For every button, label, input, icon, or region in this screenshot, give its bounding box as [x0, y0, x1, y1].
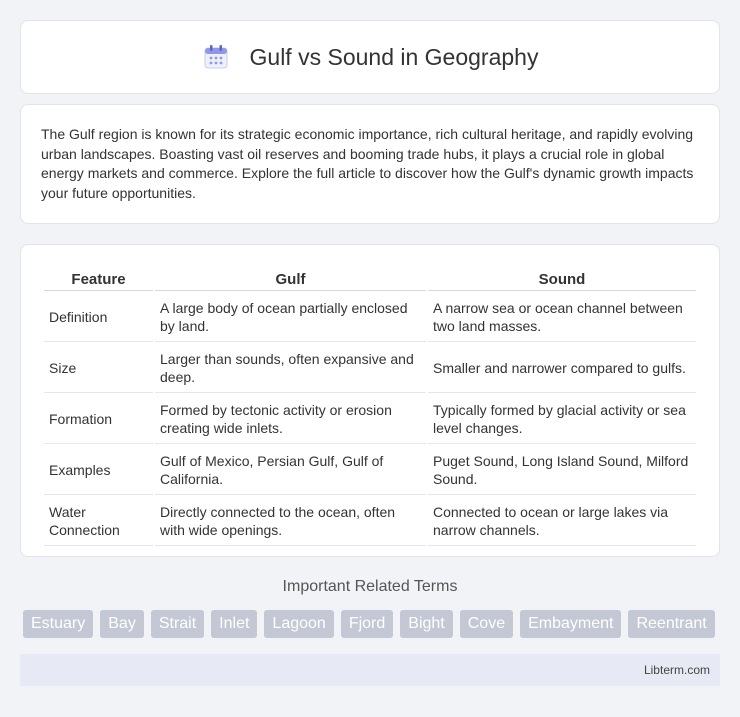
- row-feature: Formation: [44, 395, 153, 444]
- tag-bight[interactable]: Bight: [400, 610, 452, 638]
- header-feature: Feature: [44, 267, 153, 291]
- header-gulf: Gulf: [155, 267, 426, 291]
- intro-card: [20, 104, 720, 224]
- row-gulf: Formed by tectonic activity or erosion creating wide inlets.: [155, 395, 426, 444]
- row-gulf: Directly connected to the ocean, often with wide openings.: [155, 497, 426, 546]
- tag-fjord[interactable]: Fjord: [341, 610, 393, 638]
- row-gulf: Larger than sounds, often expansive and deep.: [155, 344, 426, 393]
- tag-reentrant[interactable]: Reentrant: [628, 610, 714, 638]
- tag-estuary[interactable]: Estuary: [23, 610, 93, 638]
- tag-inlet[interactable]: Inlet: [211, 610, 257, 638]
- tag-strait[interactable]: Strait: [151, 610, 204, 638]
- tag-embayment[interactable]: Embayment: [520, 610, 621, 638]
- related-terms-title: Important Related Terms: [282, 578, 458, 595]
- row-sound: A narrow sea or ocean channel between two land masses.: [428, 293, 696, 342]
- row-feature: Size: [44, 344, 153, 393]
- table-header-row: [44, 267, 696, 291]
- header-sound: Sound: [428, 267, 696, 291]
- row-sound: Connected to ocean or large lakes via narrow channels.: [428, 497, 696, 546]
- comparison-table: [42, 265, 698, 548]
- table-row: [44, 497, 696, 546]
- row-feature: Examples: [44, 446, 153, 495]
- table-row: [44, 446, 696, 495]
- footer: [20, 654, 720, 686]
- row-feature: Definition: [44, 293, 153, 342]
- footer-site-link[interactable]: Libterm.com: [643, 663, 710, 677]
- row-sound: Smaller and narrower compared to gulfs.: [428, 344, 696, 393]
- page-title: Gulf vs Sound in Geography: [249, 43, 539, 70]
- title-wrap: [202, 43, 539, 71]
- row-sound: Puget Sound, Long Island Sound, Milford Sound.: [428, 446, 696, 495]
- table-row: [44, 344, 696, 393]
- tag-bay[interactable]: Bay: [100, 610, 144, 638]
- tag-cove[interactable]: Cove: [460, 610, 513, 638]
- table-row: [44, 293, 696, 342]
- intro-text: The Gulf region is known for its strategic economic importance, rich cultural heritage, and rapidly evolving urban landscapes. Boasting vast oil reserves and booming trade hubs, it plays a crucial role in global energy markets and commerce. Explore the full article to discover how the Gulf's dynamic growth impacts your future opportunities.: [41, 126, 694, 201]
- related-terms-tags: [23, 610, 723, 638]
- calendar-icon: [202, 43, 230, 71]
- header-card: [20, 20, 720, 94]
- row-sound: Typically formed by glacial activity or sea level changes.: [428, 395, 696, 444]
- row-gulf: A large body of ocean partially enclosed by land.: [155, 293, 426, 342]
- table-row: [44, 395, 696, 444]
- row-feature: Water Connection: [44, 497, 153, 546]
- row-gulf: Gulf of Mexico, Persian Gulf, Gulf of California.: [155, 446, 426, 495]
- tag-lagoon[interactable]: Lagoon: [264, 610, 333, 638]
- comparison-table-card: [20, 244, 720, 557]
